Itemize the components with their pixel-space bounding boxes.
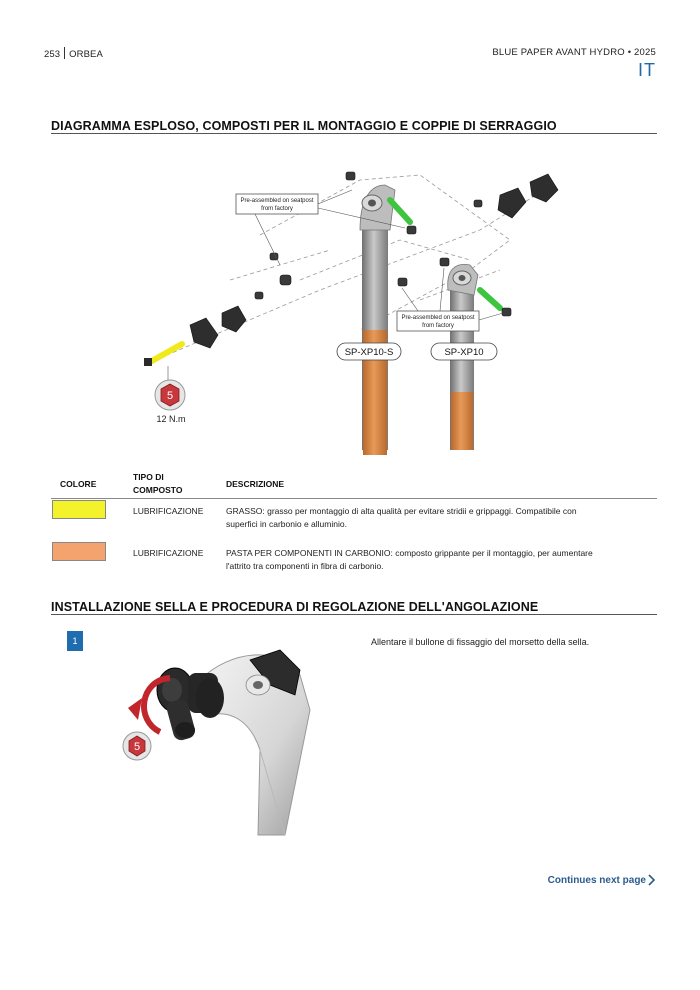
torque-value: 12 N.m bbox=[156, 414, 186, 424]
step-number-badge: 1 bbox=[67, 631, 83, 651]
table-row-2-desc-line-2: l'attrito tra componenti in fibra di carbonio. bbox=[226, 561, 384, 571]
continues-next-page-link[interactable] bbox=[548, 874, 656, 886]
table-header-description: DESCRIZIONE bbox=[226, 479, 285, 489]
chevron-right-icon bbox=[648, 874, 656, 886]
continues-label: Continues next page bbox=[547, 874, 646, 886]
seatpost-sp-xp10-s bbox=[360, 185, 395, 455]
step-instruction: Allentare il bullone di fissaggio del morsetto della sella. bbox=[371, 637, 590, 647]
document-title: BLUE PAPER AVANT HYDRO • 2025 bbox=[492, 47, 656, 58]
table-row-2-desc-line-1: PASTA PER COMPONENTI IN CARBONIO: composto grippante per il montaggio, per aumentare bbox=[226, 548, 593, 558]
model-label-sp-xp10-s: SP-XP10-S bbox=[344, 347, 394, 358]
assembly-guide-lines bbox=[160, 175, 552, 358]
table-header-rule bbox=[51, 498, 657, 499]
header-separator bbox=[64, 47, 65, 59]
callout-2-line-2: from factory bbox=[422, 323, 454, 329]
table-row-1-desc-line-2: superfici in carbonio e alluminio. bbox=[226, 519, 347, 529]
torque-number: 5 bbox=[133, 741, 141, 753]
color-swatch-orange bbox=[52, 542, 106, 561]
section-title-exploded-diagram: DIAGRAMMA ESPLOSO, COMPOSTI PER IL MONTAGGIO E COPPIE DI SERRAGGIO bbox=[51, 119, 557, 133]
clamp-parts-right bbox=[498, 174, 558, 218]
seatpost-clamp-illustration bbox=[110, 640, 370, 870]
bolt-head bbox=[144, 358, 152, 366]
arrow-head bbox=[128, 698, 142, 720]
color-swatch-yellow bbox=[52, 500, 106, 519]
page-header-left bbox=[44, 47, 103, 60]
callout-2-line-1: Pre-assembled on seatpost bbox=[401, 315, 475, 321]
section-rule bbox=[51, 614, 657, 615]
torque-number: 5 bbox=[166, 390, 174, 402]
exploded-diagram bbox=[0, 130, 700, 470]
clamp-parts-left bbox=[190, 306, 246, 348]
section-title-saddle-installation: INSTALLAZIONE SELLA E PROCEDURA DI REGOLAZIONE DELL'ANGOLAZIONE bbox=[51, 600, 539, 614]
model-label-sp-xp10: SP-XP10 bbox=[444, 347, 484, 358]
table-header-color: COLORE bbox=[60, 479, 97, 489]
table-row-1-desc-line-1: GRASSO: grasso per montaggio di alta qualità per evitare stridii e grippaggi. Compatibile con bbox=[226, 506, 577, 516]
table-row-2-type: LUBRIFICAZIONE bbox=[133, 548, 204, 558]
table-header-type-line-2: COMPOSTO bbox=[133, 485, 183, 495]
table-header-type-line-1: TIPO DI bbox=[133, 472, 164, 482]
callout-1-line-2: from factory bbox=[261, 206, 293, 212]
grease-pins-green bbox=[390, 200, 500, 308]
grease-bolt-yellow bbox=[150, 344, 182, 362]
brand-name: ORBEA bbox=[69, 49, 103, 60]
callout-1-line-1: Pre-assembled on seatpost bbox=[240, 198, 314, 204]
table-row-1-type: LUBRIFICAZIONE bbox=[133, 506, 204, 516]
page-number: 253 bbox=[44, 49, 61, 60]
language-tag: IT bbox=[638, 60, 656, 80]
